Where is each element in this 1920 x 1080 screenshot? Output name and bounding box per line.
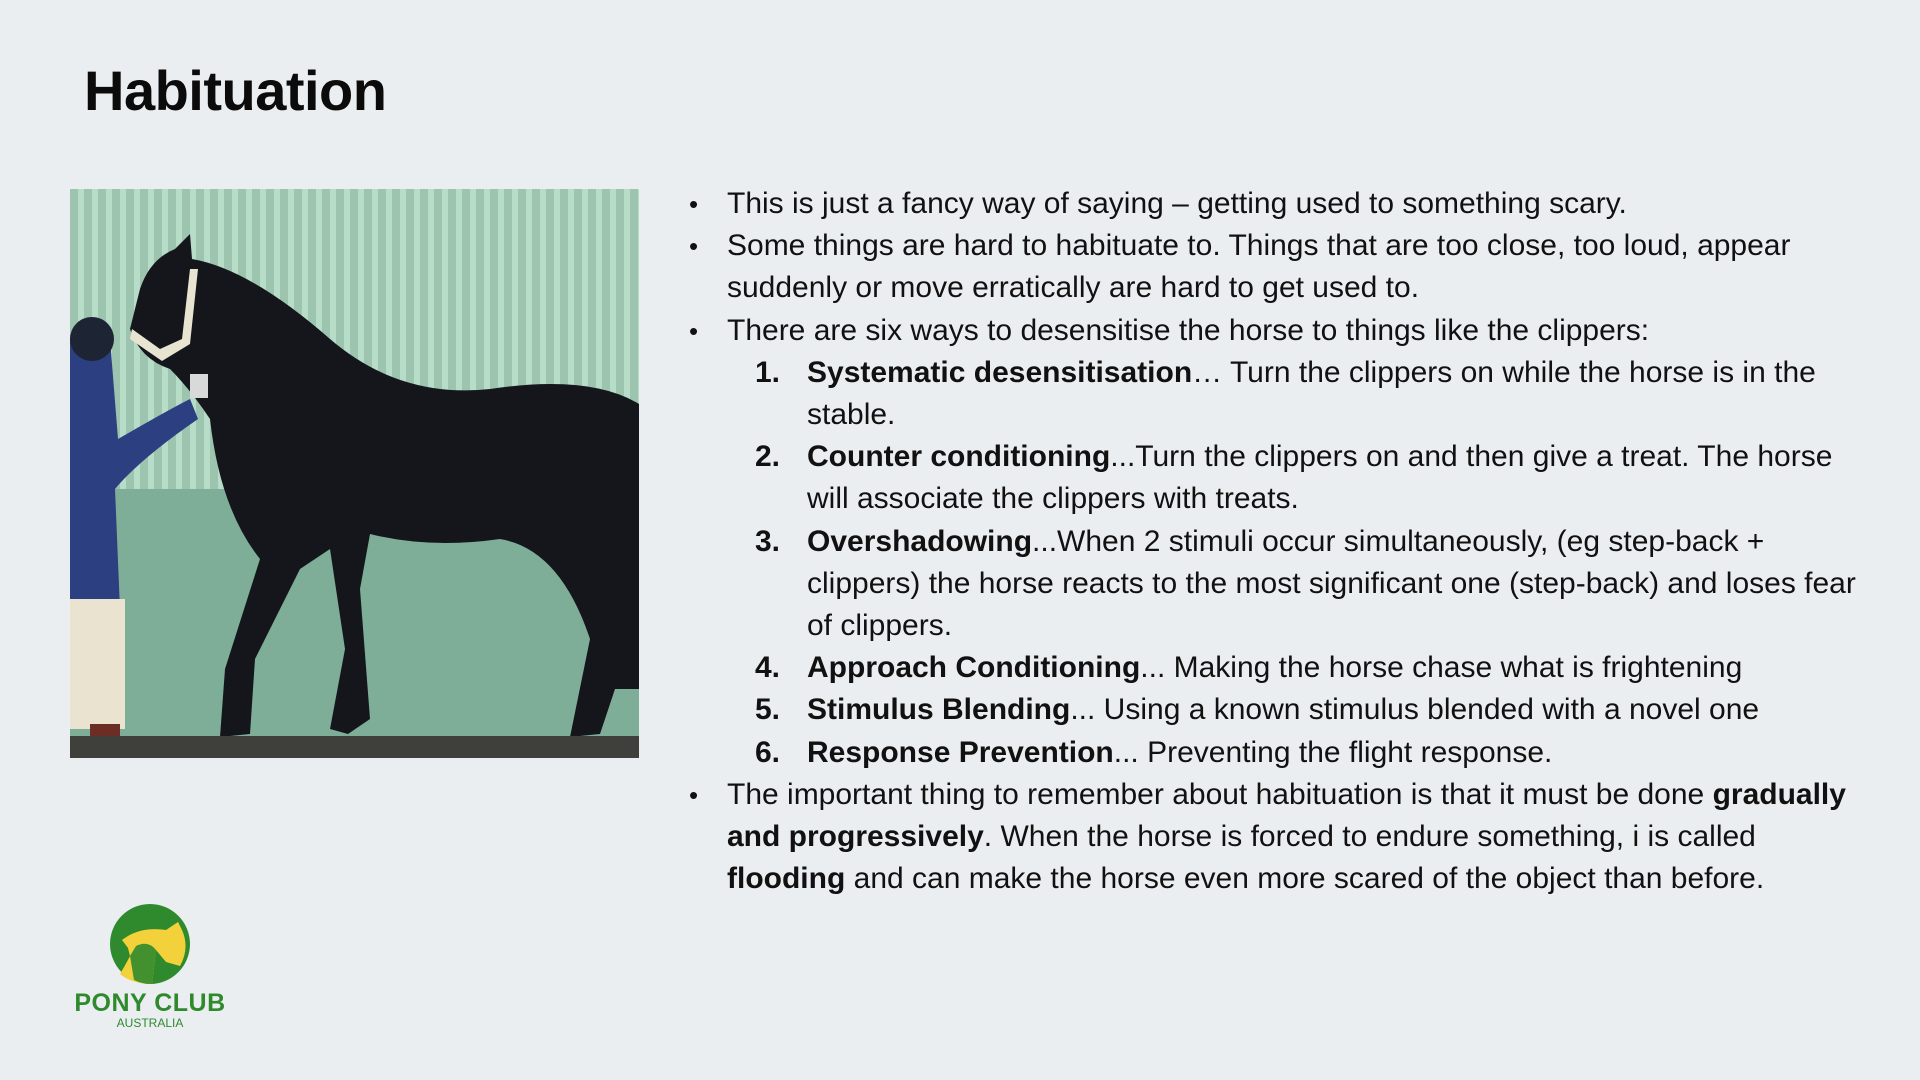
bullet-text: and can make the horse even more scared of the object than before. (845, 862, 1765, 896)
method-term: Response Prevention (807, 735, 1114, 769)
bullet-item (689, 183, 1879, 225)
bullet-icon: • (689, 779, 699, 810)
horse-head-logo-icon (70, 900, 230, 990)
bullet-icon: • (689, 189, 699, 219)
slide-title: Habituation (84, 59, 387, 122)
bullet-item (689, 774, 1879, 901)
method-description: … Turn the clippers on while the horse is in the stable. (807, 355, 1816, 432)
method-description: ...When 2 stimuli occur simultaneously, (eg step-back + clippers) the horse reacts to the most significant one (step-back) and loses fear of clippers. (807, 524, 1856, 643)
emphasis-flooding: flooding (727, 862, 846, 896)
method-item (689, 521, 1879, 648)
method-item (689, 647, 1879, 689)
method-description: ...Turn the clippers on and then give a treat. The horse will associate the clippers with treats. (807, 440, 1833, 516)
method-number: 5. (755, 693, 781, 727)
bullet-text: Some things are hard to habituate to. Things that are too close, too loud, appear suddenly or move erratically are hard to get used to. (727, 229, 1791, 305)
method-term: Systematic desensitisation (807, 355, 1193, 389)
method-term: Overshadowing (807, 524, 1033, 558)
bullet-item (689, 310, 1879, 352)
horse-clipping-photo (70, 189, 639, 758)
method-item (689, 689, 1879, 731)
method-item (689, 436, 1879, 520)
method-number: 6. (755, 735, 781, 769)
method-number: 3. (755, 524, 781, 558)
method-number: 1. (755, 355, 781, 389)
pony-club-logo (70, 900, 230, 1040)
method-item (689, 352, 1879, 436)
method-description: ... Making the horse chase what is frightening (1140, 651, 1743, 685)
bullet-icon: • (689, 315, 699, 346)
slide-body (689, 183, 1879, 900)
method-number: 2. (755, 440, 781, 474)
method-description: ... Using a known stimulus blended with a novel one (1070, 693, 1760, 727)
bullet-text: The important thing to remember about habituation is that it must be done (727, 777, 1713, 811)
logo-name: PONY CLUB (74, 989, 226, 1017)
bullet-text: . When the horse is forced to endure something, i is called (983, 820, 1756, 854)
method-number: 4. (755, 651, 781, 685)
bullet-text: There are six ways to desensitise the horse to things like the clippers: (727, 313, 1650, 347)
bullet-item (689, 225, 1879, 309)
method-term: Counter conditioning (807, 440, 1111, 474)
method-description: ... Preventing the flight response. (1113, 735, 1553, 769)
method-term: Stimulus Blending (807, 693, 1071, 727)
bullet-icon: • (689, 231, 699, 262)
emphasis-gradually: gradually and progressively (727, 777, 1846, 854)
bullet-text: This is just a fancy way of saying – getting used to something scary. (727, 187, 1627, 220)
horse-illustration (70, 189, 639, 758)
logo-subtitle: AUSTRALIA (116, 1016, 184, 1030)
methods-list (689, 352, 1879, 774)
method-item (689, 732, 1879, 774)
method-term: Approach Conditioning (807, 651, 1141, 685)
